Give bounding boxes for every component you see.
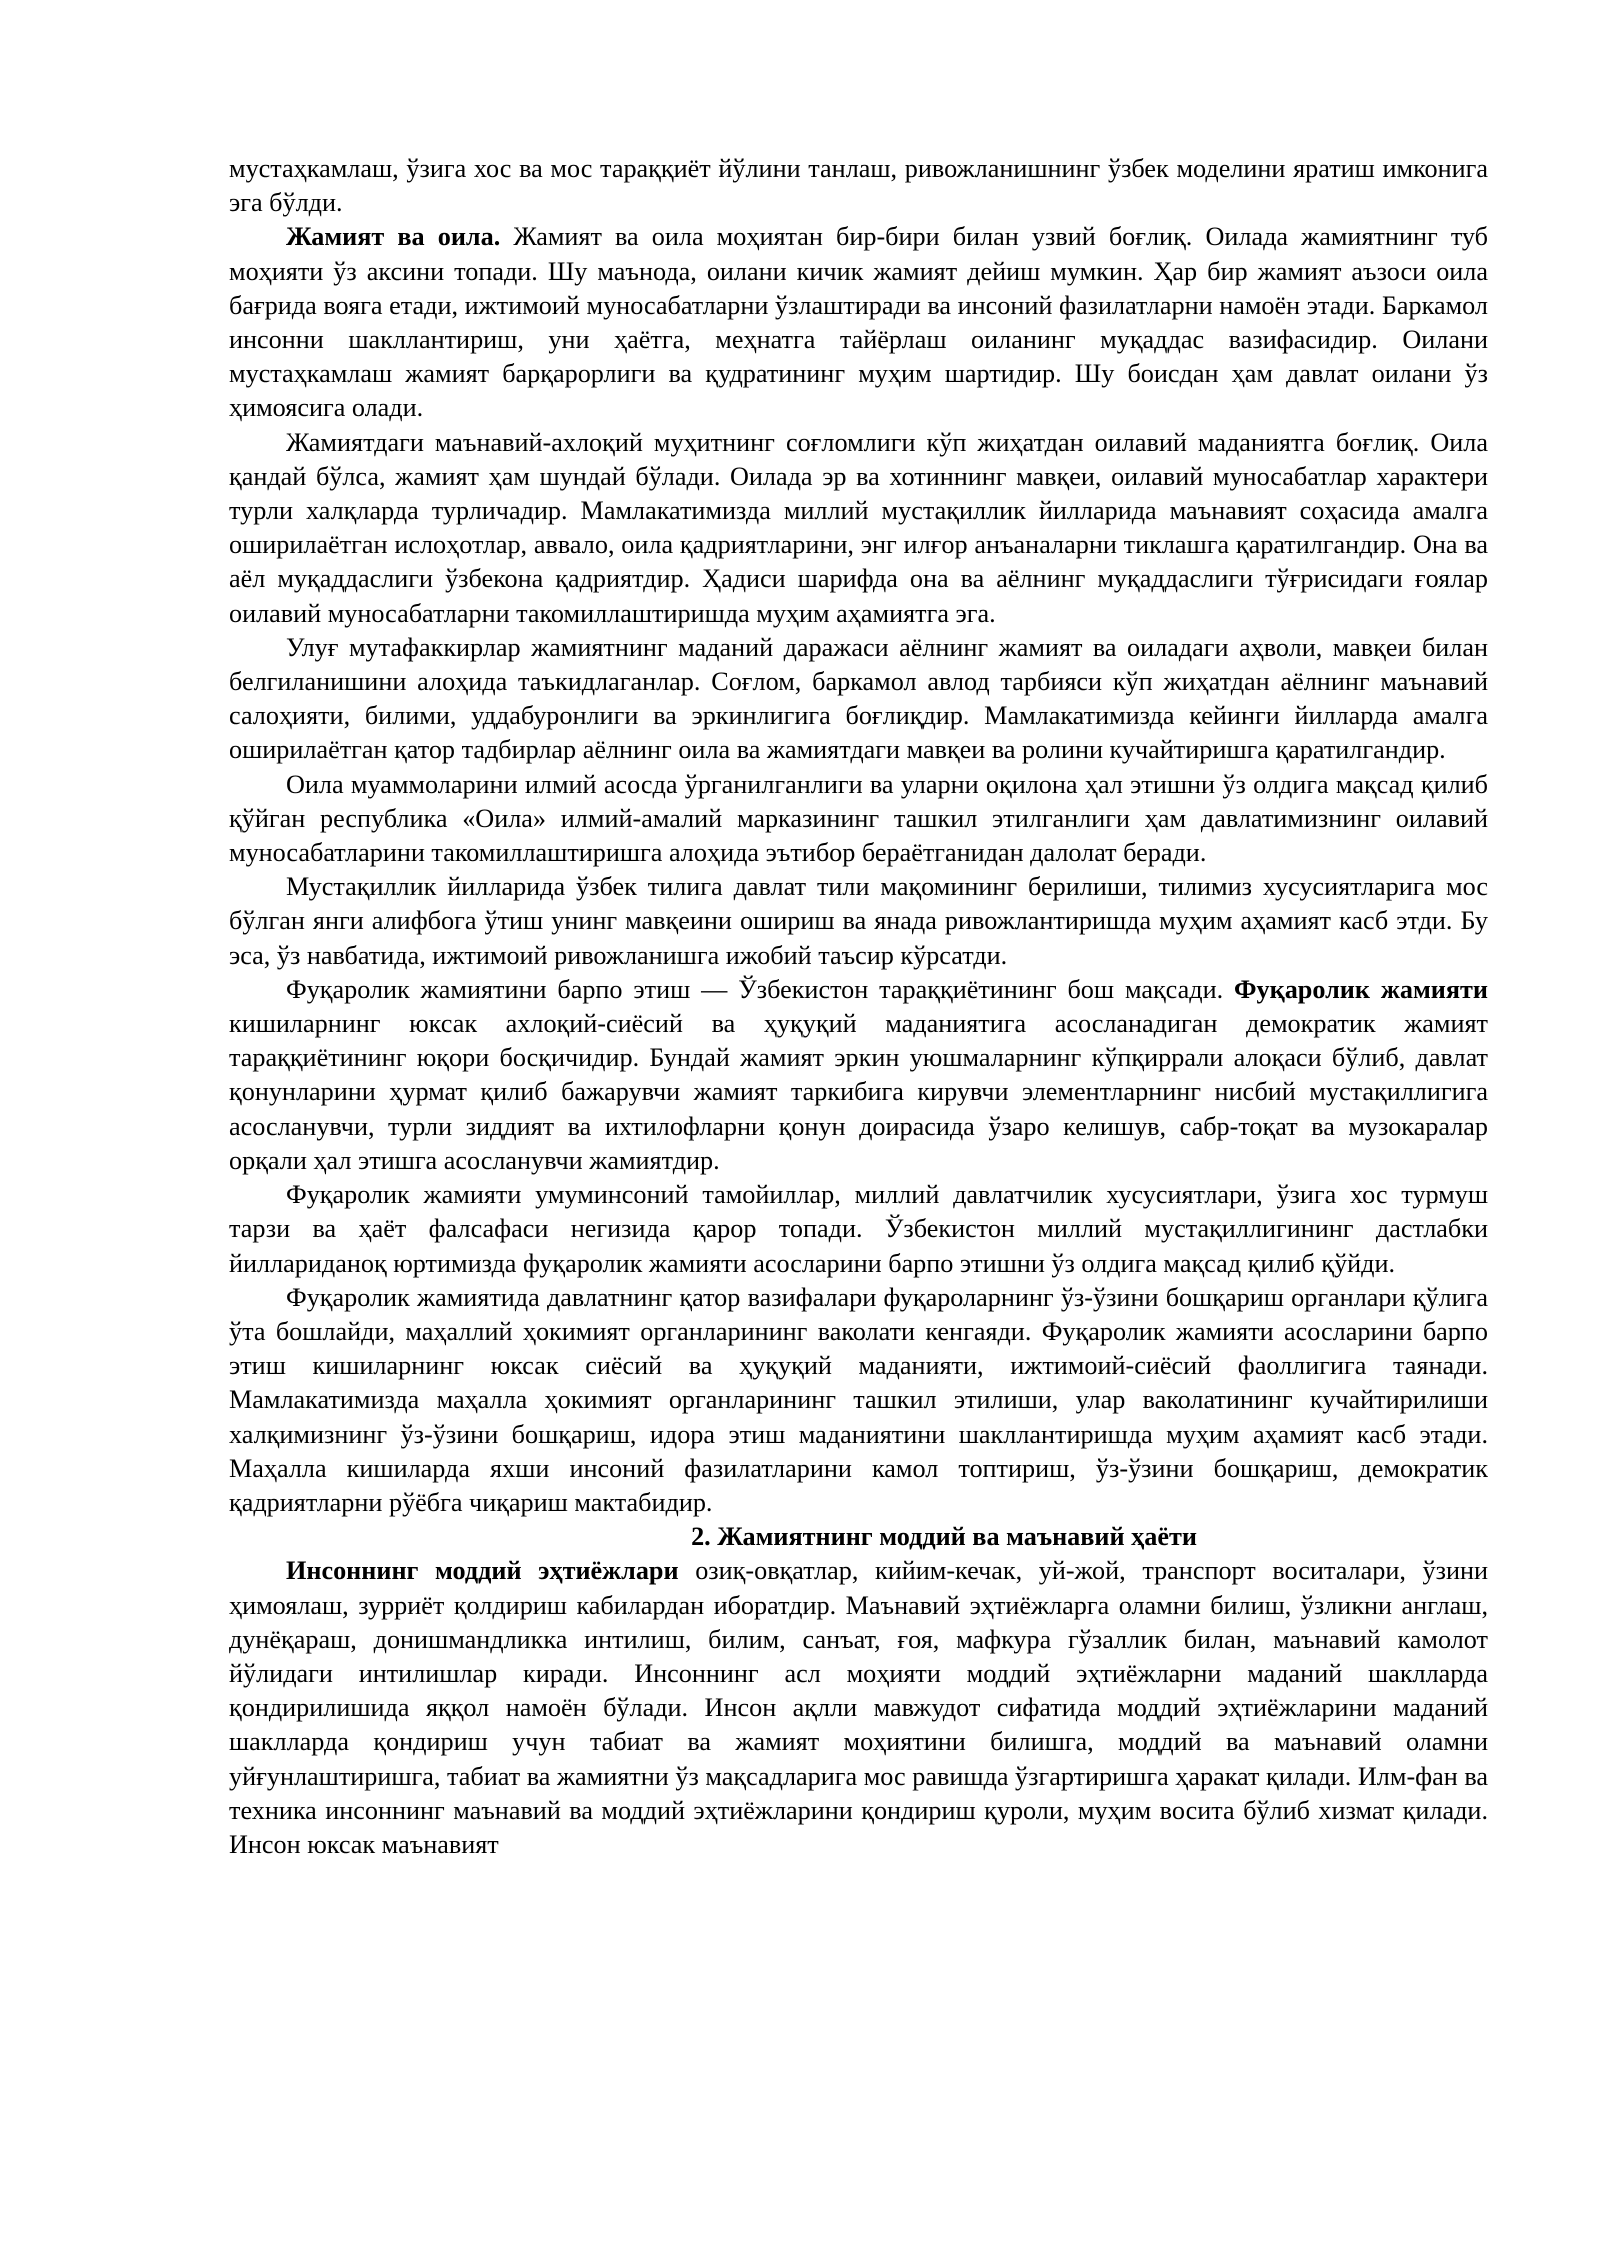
paragraph-family-center — [229, 768, 1488, 871]
paragraph-text: Фуқаролик жамиятида давлатнинг қатор вазифалари фуқароларнинг ўз-ўзини бошқариш органлари қўлига ўта бошлайди, маҳаллий ҳокимият органларининг ваколати кенгаяди. Фуқаролик жамияти асосларини барпо этиш кишиларнинг юксак сиёсий ва ҳуқуқий маданияти, ижтимоий-сиёсий фаоллигига таянади. Мамлакатимизда маҳалла ҳокимият органларининг ташкил этилиши, улар ваколатининг кучайтирилиши халқимизнинг ўз-ўзини бошқариш, идора этиш маданиятини шакллантиришда муҳим аҳамият касб этади. Маҳалла кишиларда яхши инсоний фазилатларини камол топтириш, ўз-ўзини бошқариш, демократик қадриятларни рўёбга чиқариш мактабидир. — [229, 1282, 1488, 1517]
term-civil-society: Фуқаролик жамияти — [1234, 974, 1488, 1004]
paragraph-text: Жамият ва оила моҳиятан бир-бири билан узвий боғлиқ. Оилада жамиятнинг туб моҳияти ўз аксини топади. Шу маънода, оилани кичик жамият дейиш мумкин. Ҳар бир жамият аъзоси оила бағрида вояга етади, ижтимоий муносабатларни ўзлаштиради ва инсоний фазилатларни намоён этади. Баркамол инсонни шакллантириш, уни ҳаётга, меҳнатга тайёрлаш оиланинг муқаддас вазифасидир. Оилани мустаҳкамлаш жамият барқарорлиги ва қудратининг муҳим шартидир. Шу боисдан ҳам давлат оилани ўз ҳимоясига олади. — [229, 222, 1488, 423]
paragraph-text: Жамиятдаги маънавий-ахлоқий муҳитнинг соғломлиги кўп жиҳатдан оилавий маданиятга боғлиқ. Оила қандай бўлса, жамият ҳам шундай бўлади. Оилада эр ва хотиннинг мавқеи, оилавий муносабатлар характери турли халқларда турличадир. Мамлакатимизда миллий мустақиллик йилларида маънавият соҳасида амалга оширилаётган ислоҳотлар, аввало, оила қадриятларини, энг илғор анъаналарни тиклашга қаратилгандир. Она ва аёл муқаддаслиги ўзбекона қадриятдир. Ҳадиси шарифда она ва аёлнинг муқаддаслиги тўғрисидаги ғоялар оилавий муносабатларни такомиллаштиришда муҳим аҳамиятга эга. — [229, 427, 1488, 628]
paragraph-text: Оила муаммоларини илмий асосда ўрганилганлиги ва уларни оқилона ҳал этишни ўз олдига мақсад қилиб қўйган республика «Оила» илмий-амалий марказининг ташкил этилганлиги ҳам давлатимизнинг оилавий муносабатларини такомиллаштиришга алоҳида эътибор бераётганидан далолат беради. — [229, 769, 1488, 868]
paragraph-text: мустаҳкамлаш, ўзига хос ва мос тараққиёт йўлини танлаш, ривожланишнинг ўзбек моделини яратиш имконига эга бўлди. — [229, 154, 1488, 218]
document-page — [229, 152, 1488, 1862]
paragraph-material-needs — [229, 1554, 1488, 1862]
paragraph-civil-society-principles — [229, 1178, 1488, 1281]
term-society-family: Жамият ва оила. — [286, 222, 501, 252]
paragraph-family-culture — [229, 426, 1488, 631]
paragraph-society-family — [229, 220, 1488, 425]
paragraph-text: Фуқаролик жамияти умуминсоний тамойиллар, миллий давлатчилик хусусиятлари, ўзига хос турмуш тарзи ва ҳаёт фалсафаси негизида қарор топади. Ўзбекистон миллий мустақиллигининг дастлабки йиллариданоқ юртимизда фуқаролик жамияти асосларини барпо этишни ўз олдига мақсад қилиб қўйди. — [229, 1180, 1488, 1278]
paragraph-text: Улуғ мутафаккирлар жамиятнинг маданий даражаси аёлнинг жамият ва оиладаги аҳволи, мавқеи билан белгиланишини алоҳида таъкидлаганлар. Соғлом, баркамол авлод тарбияси кўп жиҳатдан аёлнинг маънавий салоҳияти, билими, уддабуронлиги ва эркинлигига боғлиқдир. Мамлакатимизда кейинги йилларда амалга оширилаётган қатор тадбирлар аёлнинг оила ва жамиятдаги мавқеи ва ролини кучайтиришга қаратилгандир. — [229, 632, 1488, 765]
paragraph-text: кишиларнинг юксак ахлоқий-сиёсий ва ҳуқуқий маданиятига асосланадиган демократик жамият тараққиётининг юқори босқичидир. Бундай жамият эркин уюшмаларнинг кўпқиррали алоқаси бўлиб, давлат қонунларини ҳурмат қилиб бажарувчи жамият таркибига кирувчи элементларнинг нисбий мустақиллигига асосланувчи, турли зиддият ва ихтилофларни қонун доирасида ўзаро келишув, сабр-тоқат ва музокаралар орқали ҳал этишга асосланувчи жамиятдир. — [229, 1009, 1488, 1175]
paragraph-text: Мустақиллик йилларида ўзбек тилига давлат тили мақомининг берилиши, тилимиз хусусиятларига мос бўлган янги алифбога ўтиш унинг мавқеини ошириш ва янада ривожлантиришда муҳим аҳамият касб этди. Бу эса, ўз навбатида, ижтимоий ривожланишга ижобий таъсир кўрсатди. — [229, 872, 1488, 970]
paragraph-women-role — [229, 631, 1488, 768]
paragraph-text: озиқ-овқатлар, кийим-кечак, уй-жой, транспорт воситалари, ўзини ҳимоялаш, зурриёт қолдириш кабилардан иборатдир. Маънавий эҳтиёжларга оламни билиш, ўзликни англаш, дунёқараш, донишмандликка интилиш, билим, санъат, ғоя, мафкура гўзаллик билан, маънавий камолот йўлидаги интилишлар киради. Инсоннинг асл моҳияти моддий эҳтиёжларни маданий шаклларда қондирилишида яққол намоён бўлади. Инсон ақлли мавжудот сифатида моддий эҳтиёжларини маданий шаклларда қондириш учун табиат ва жамият моҳиятини билишга, моддий ва маънавий оламни уйғунлаштиришга, табиат ва жамиятни ўз мақсадларига мос равишда ўзгартиришга ҳаракат қилади. Илм-фан ва техника инсоннинг маънавий ва моддий эҳтиёжларини қондириш қуроли, муҳим восита бўлиб хизмат қилади. Инсон юксак маънавият — [229, 1556, 1489, 1859]
paragraph-intro — [229, 152, 1488, 220]
paragraph-state-language — [229, 870, 1488, 973]
paragraph-text: Фуқаролик жамиятини барпо этиш — Ўзбекистон тараққиётининг бош мақсади. — [286, 974, 1235, 1004]
paragraph-civil-society — [229, 973, 1488, 1178]
paragraph-self-government — [229, 1281, 1488, 1520]
term-material-needs: Инсоннинг моддий эҳтиёжлари — [286, 1556, 679, 1586]
section-title: 2. Жамиятнинг моддий ва маънавий ҳаёти — [691, 1522, 1197, 1552]
